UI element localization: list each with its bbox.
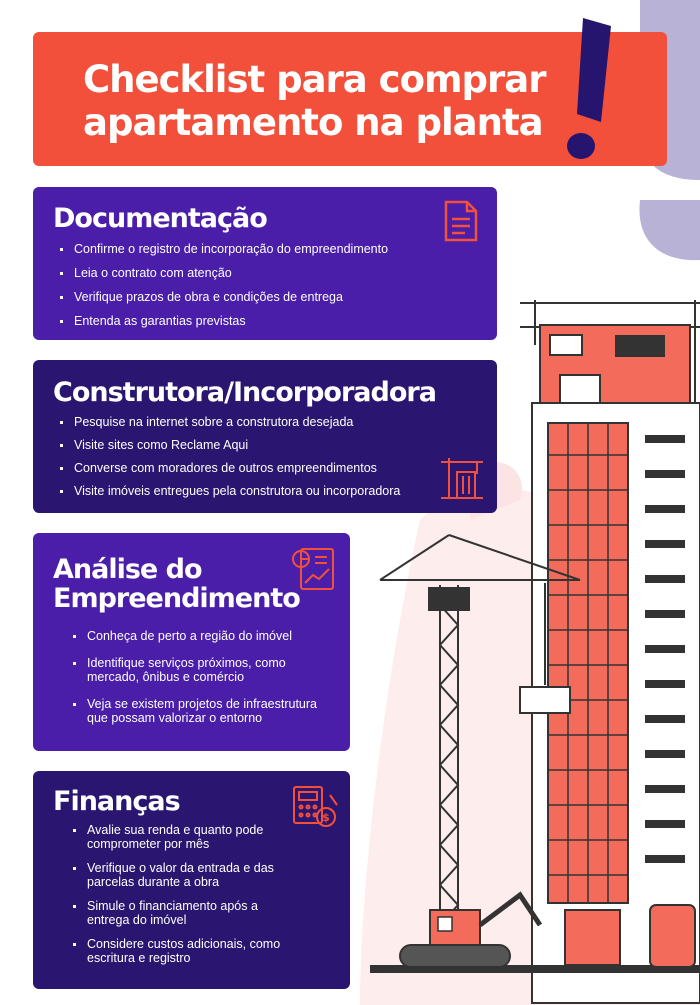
section-title: Documentação [53,203,267,234]
list-item: Pesquise na internet sobre a construtora desejada [60,415,440,429]
list-item: Avalie sua renda e quanto pode comprometer por mês [73,823,283,851]
section-list [73,823,283,965]
section-card-analise [33,533,350,751]
section-list [73,629,333,725]
section-title: Construtora/Incorporadora [53,377,436,408]
calculator-money-icon [290,783,340,829]
construction-crane-icon [439,456,485,500]
list-item: Visite imóveis entregues pela construtora ou incorporadora [60,484,440,498]
list-item: Veja se existem projetos de infraestrutura que possam valorizar o entorno [73,697,333,725]
section-card-construtora [33,360,497,513]
list-item: Verifique prazos de obra e condições de entrega [60,290,480,304]
svg-text:$: $ [322,811,330,824]
list-item: Considere custos adicionais, como escritura e registro [73,937,283,965]
list-item: Verifique o valor da entrada e das parcelas durante a obra [73,861,283,889]
list-item: Leia o contrato com atenção [60,266,480,280]
section-title: Finanças [53,786,180,817]
section-card-financas [33,771,350,989]
list-item: Entenda as garantias previstas [60,314,480,328]
section-list [60,415,440,498]
list-item: Confirme o registro de incorporação do empreendimento [60,242,480,256]
list-item: Simule o financiamento após a entrega do imóvel [73,899,283,927]
list-item: Converse com moradores de outros empreendimentos [60,461,440,475]
analytics-report-icon [291,545,337,591]
page-title: Checklist para comprar apartamento na planta [83,58,546,144]
section-card-documentacao [33,187,497,340]
section-title: Análise do Empreendimento [53,554,300,614]
list-item: Conheça de perto a região do imóvel [73,629,333,643]
document-icon [443,199,479,243]
exclamation-icon [555,14,615,164]
section-list [60,242,480,328]
list-item: Identifique serviços próximos, como mercado, ônibus e comércio [73,656,333,684]
list-item: Visite sites como Reclame Aqui [60,438,440,452]
